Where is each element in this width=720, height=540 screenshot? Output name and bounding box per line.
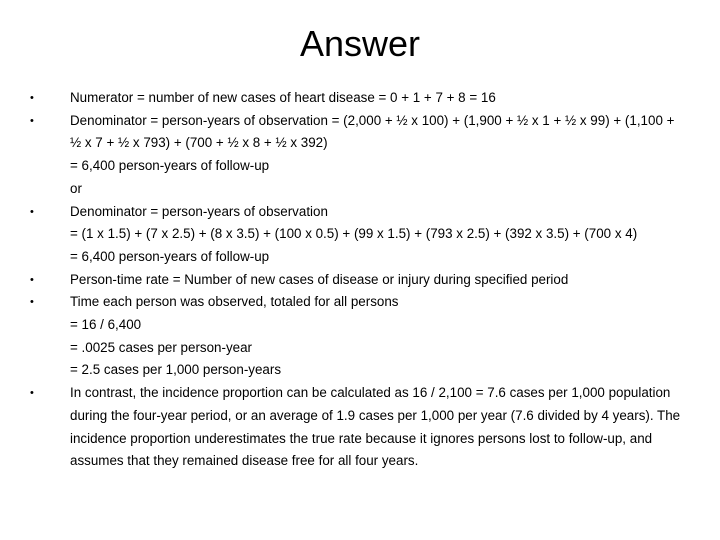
bullet-marker: • [30,205,34,218]
line-rate-fraction [28,314,688,337]
line-text: Numerator = number of new cases of heart disease = 0 + 1 + 7 + 8 = 16 [70,90,496,105]
bullet-marker: • [30,387,34,400]
line-time-observed [28,291,688,314]
line-result-1 [28,155,688,178]
line-or [28,178,688,201]
slide-body [28,87,688,473]
line-rate-decimal [28,337,688,360]
slide-title: Answer [299,23,421,64]
line-denominator-2 [28,201,688,224]
bullet-marker: • [30,92,34,104]
line-rate-definition [28,269,688,292]
line-text: = 16 / 6,400 [70,317,142,333]
line-text: = 6,400 person-years of follow-up [70,248,270,264]
line-text: = .0025 cases per person-year [70,339,252,355]
line-denominator-1 [28,110,688,155]
line-text: = (1 x 1.5) + (7 x 2.5) + (8 x 3.5) + (100 x 0.5) + (99 x 1.5) + (793 x 2.5) + (392 x 3.5) + (700 x 4) [70,226,638,242]
line-text: In contrast, the incidence proportion can be calculated as 16 / 2,100 = 7.6 cases per 1,000 population during the four-year period, or an average of 1.9 cases per 1,000 per year (7.6 divided by 4 years). The incidence proportion underestimates the true rate because it ignores persons lost to follow-up, and assumes that they remained disease free for all four years. [70,385,681,469]
line-text: Time each person was observed, totaled for all persons [70,294,399,310]
line-numerator [28,87,688,110]
line-denominator-2-calc [28,223,688,246]
line-text: = 6,400 person-years of follow-up [70,158,270,174]
line-text: = 2.5 cases per 1,000 person-years [70,362,282,378]
line-contrast [28,382,688,473]
line-text: Denominator = person-years of observation = (2,000 + ½ x 100) + (1,900 + ½ x 1 + ½ x 99) + (1,100 + ½ x 7 + ½ x 793) + (700 + ½ x 8 + ½ x 392) [70,112,675,151]
line-text: Denominator = person-years of observation [70,203,328,219]
line-text: or [70,180,82,196]
bullet-marker: • [30,273,34,286]
bullet-marker: • [30,296,34,309]
line-text: Person-time rate = Number of new cases of disease or injury during specified period [70,271,569,287]
bullet-marker: • [30,114,34,127]
line-rate-per-1000 [28,359,688,382]
line-result-2 [28,246,688,269]
